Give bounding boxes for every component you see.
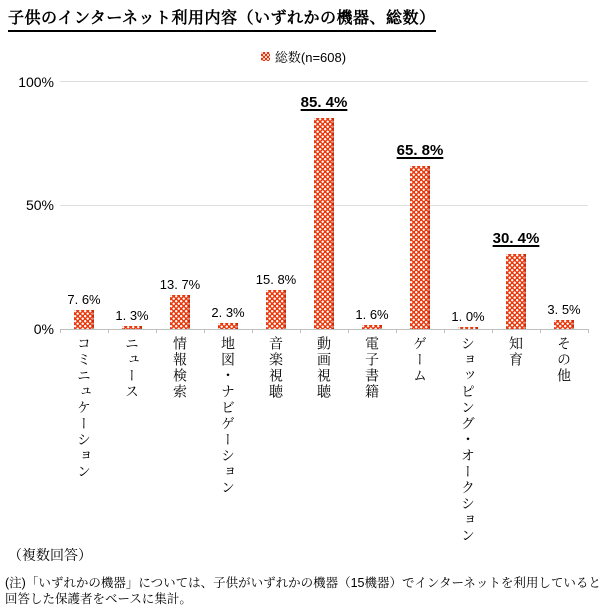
y-axis-tick-label-0: 0% bbox=[33, 321, 54, 337]
bar-value-label-2: 13. 7% bbox=[159, 277, 201, 293]
x-axis-tick-8 bbox=[444, 329, 445, 333]
bar-9 bbox=[506, 254, 526, 329]
x-axis-label-9: 知育 bbox=[508, 336, 524, 368]
legend-series-label: 総数(n=608) bbox=[274, 50, 347, 65]
x-axis-label-7: ゲーム bbox=[412, 336, 428, 384]
x-axis-tick-4 bbox=[252, 329, 253, 333]
x-axis-label-2: 情報検索 bbox=[172, 336, 188, 400]
page-title: 子供のインターネット利用内容（いずれかの機器、総数） bbox=[8, 5, 436, 32]
legend-series-marker-icon bbox=[261, 52, 270, 61]
bar-value-label-10: 3. 5% bbox=[547, 302, 581, 318]
plot-area bbox=[60, 81, 588, 544]
y-axis-tick-label-100: 100% bbox=[18, 74, 54, 90]
x-axis-tick-7 bbox=[396, 329, 397, 333]
footnote: (注)「いずれかの機器」については、子供がいずれかの機器（15機器）でインターネットを利用していると回答した保護者をベースに集計。 bbox=[5, 576, 601, 607]
bar-7 bbox=[410, 166, 430, 329]
x-axis-tick-3 bbox=[204, 329, 205, 333]
bar-0 bbox=[74, 310, 94, 329]
x-axis-label-5: 動画視聴 bbox=[316, 336, 332, 400]
bar-value-label-7: 65. 8% bbox=[396, 142, 444, 160]
multiple-answer-note: （複数回答） bbox=[8, 547, 92, 563]
bar-5 bbox=[314, 118, 334, 329]
bar-value-label-3: 2. 3% bbox=[211, 305, 245, 321]
x-axis-label-0: コミニュケーション bbox=[76, 336, 92, 480]
bar-2 bbox=[170, 295, 190, 329]
x-axis-label-8: ショッピング・オークション bbox=[460, 336, 476, 544]
bar-value-label-4: 15. 8% bbox=[255, 271, 297, 287]
x-axis-tick-6 bbox=[348, 329, 349, 333]
bar-value-label-0: 7. 6% bbox=[67, 292, 101, 308]
legend bbox=[0, 47, 607, 66]
x-axis-label-10: その他 bbox=[556, 336, 572, 384]
bar-value-label-6: 1. 6% bbox=[355, 307, 389, 323]
bar-value-label-9: 30. 4% bbox=[492, 229, 540, 247]
y-axis-tick-label-50: 50% bbox=[25, 197, 54, 213]
bar-value-label-8: 1. 0% bbox=[451, 308, 485, 324]
bar-1 bbox=[122, 326, 142, 329]
bar-8 bbox=[458, 327, 478, 329]
x-axis-label-3: 地図・ナビゲーション bbox=[220, 336, 236, 496]
x-axis-label-1: ニュース bbox=[124, 336, 140, 400]
bar-value-label-5: 85. 4% bbox=[300, 94, 348, 112]
x-axis-tick-2 bbox=[156, 329, 157, 333]
bar-value-label-1: 1. 3% bbox=[115, 307, 149, 323]
x-axis-label-4: 音楽視聴 bbox=[268, 336, 284, 400]
x-axis-label-6: 電子書籍 bbox=[364, 336, 380, 400]
bar-3 bbox=[218, 323, 238, 329]
x-axis-tick-5 bbox=[300, 329, 301, 333]
bar-6 bbox=[362, 325, 382, 329]
bar-4 bbox=[266, 290, 286, 329]
bar-10 bbox=[554, 320, 574, 329]
x-axis-tick-11 bbox=[588, 329, 589, 333]
x-axis-tick-10 bbox=[540, 329, 541, 333]
x-axis-tick-1 bbox=[108, 329, 109, 333]
x-axis-tick-0 bbox=[60, 329, 61, 333]
x-axis-tick-9 bbox=[492, 329, 493, 333]
